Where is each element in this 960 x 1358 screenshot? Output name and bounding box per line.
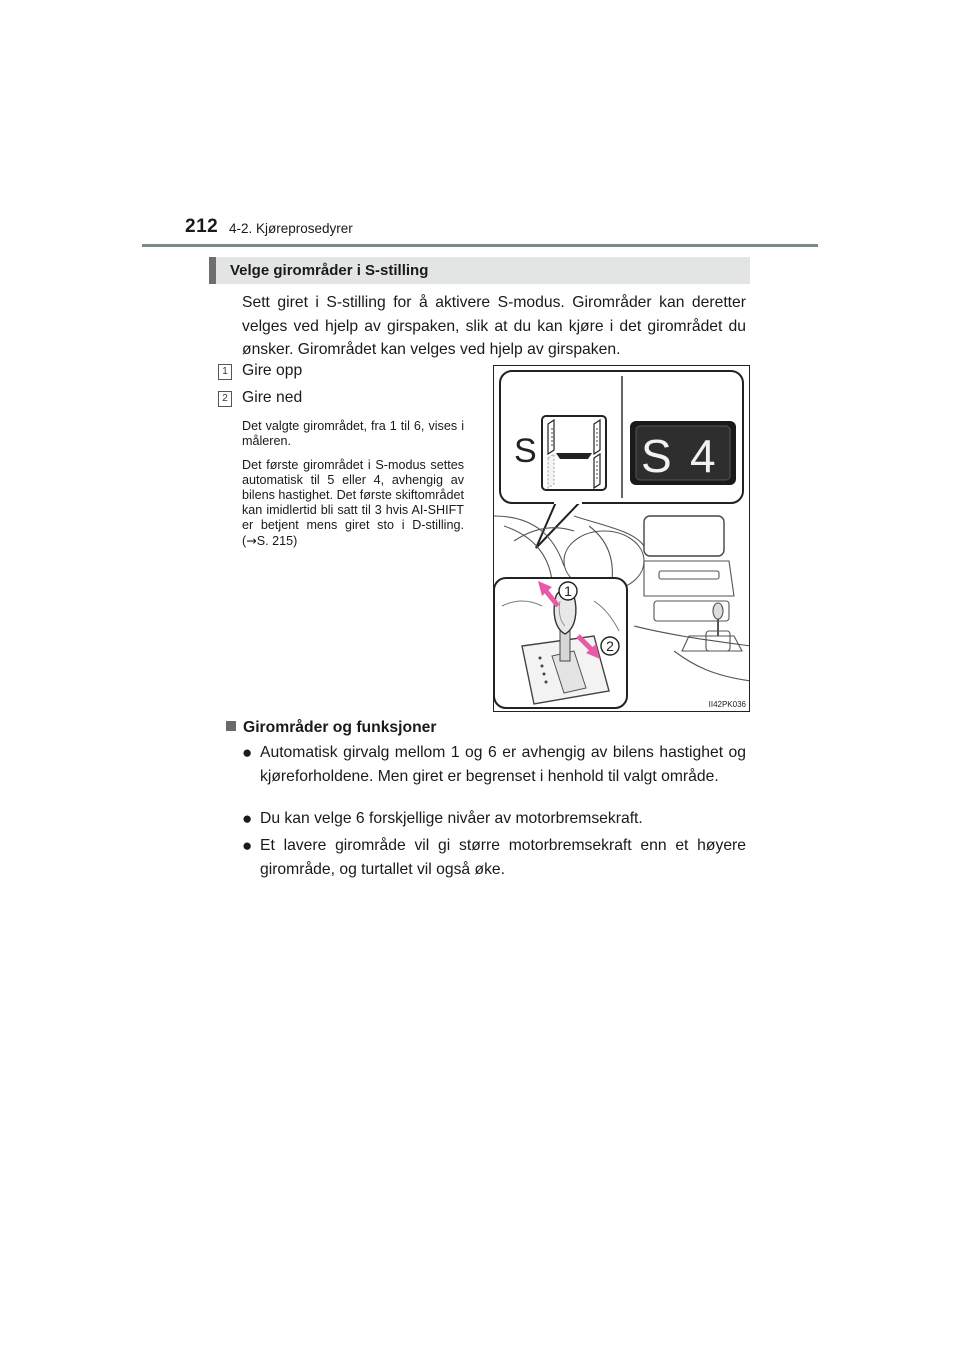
display-s-letter-left: S	[514, 432, 537, 470]
bullet-dot-icon: ●	[242, 809, 253, 828]
display-s-letter-right: S	[641, 430, 672, 482]
step-number-badge: 1	[218, 364, 232, 380]
chapter-title: 4-2. Kjøreprosedyrer	[229, 221, 353, 236]
section-heading-bar	[209, 257, 750, 284]
callout-2: 2	[606, 638, 614, 654]
step-label: Gire opp	[242, 362, 303, 379]
figure-code: II42PK036	[708, 700, 746, 709]
arrow-right-icon: →	[246, 533, 257, 548]
section-title: Velge girområder i S-stilling	[230, 262, 429, 279]
segment-display-icon	[542, 416, 606, 490]
bullet-dot-icon: ●	[242, 743, 253, 762]
intro-paragraph: Sett giret i S-stilling for å aktivere S-modus. Girområder kan deretter velges ved hjelp av girspaken, slik at du kan kjøre i det girområdet du ønsker. Girområdet kan velges ved hjelp av girspaken.	[242, 294, 746, 358]
bullet-text: Automatisk girvalg mellom 1 og 6 er avhengig av bilens hastighet og kjøreforholdene. Men giret er begrenset i henhold til valgt område.	[260, 744, 746, 785]
bullet-item	[242, 807, 746, 831]
square-bullet-icon	[226, 721, 236, 731]
page-reference: (→S. 215)	[242, 533, 298, 548]
bullet-text: Du kan velge 6 forskjellige nivåer av motorbremsekraft.	[260, 810, 643, 827]
step-number-badge: 2	[218, 391, 232, 407]
callout-1: 1	[564, 583, 572, 599]
subsection-heading	[226, 719, 437, 737]
note-range-display: Det valgte girområdet, fra 1 til 6, vises i måleren.	[242, 419, 464, 448]
bullet-dot-icon: ●	[242, 836, 253, 855]
display-gear-digit: 4	[690, 430, 716, 482]
page-number: 212	[185, 216, 219, 237]
note-text: Det første girområdet i S-modus settes automatisk til 5 eller 4, avhengig av bilens hastighet. Det første skiftområdet kan imidlertid bli satt til 3 hvis AI-SHIFT er betjent mens giret sto i D-stilling.	[242, 458, 464, 532]
header-rule	[142, 244, 818, 247]
bullet-item	[242, 741, 746, 813]
note-initial-range	[242, 458, 464, 549]
bullet-text: Et lavere girområde vil gi større motorbremsekraft enn et høyere girområde, og turtallet vil også øke.	[260, 837, 746, 878]
step-label: Gire ned	[242, 389, 303, 406]
subsection-title: Girområder og funksjoner	[243, 719, 437, 736]
bullet-item	[242, 834, 746, 882]
figure-illustration	[493, 365, 750, 712]
